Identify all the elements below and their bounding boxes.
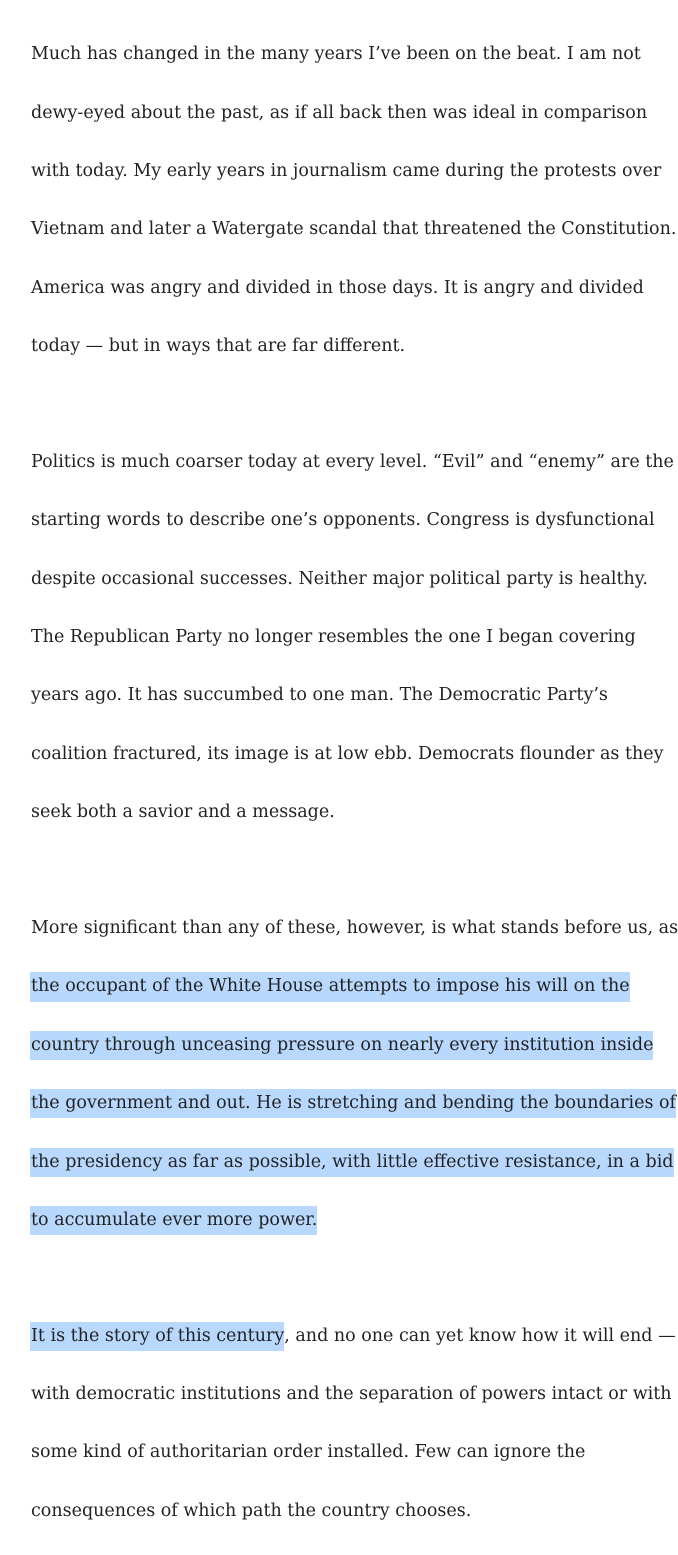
text-line: Politics is much coarser today at every level. “Evil” and “enemy” are the <box>31 451 674 472</box>
text-line: coalition fractured, its image is at low ebb. Democrats flounder as they <box>31 743 664 764</box>
selected-text-line[interactable] <box>31 1031 654 1060</box>
text-selection-highlight: the government and out. He is stretching and bending the boundaries of <box>30 1089 676 1118</box>
text-line: More significant than any of these, however, is what stands before us, as <box>31 917 678 938</box>
selected-text-line[interactable] <box>31 1206 631 1235</box>
text-line: starting words to describe one’s opponents. Congress is dysfunctional <box>31 510 655 531</box>
selected-text-line[interactable] <box>31 1089 677 1118</box>
paragraph-2[interactable] <box>31 419 674 857</box>
text-line: seek both a savior and a message. <box>31 802 335 823</box>
text-line: America was angry and divided in those days. It is angry and divided <box>31 277 644 298</box>
text-line: some kind of authoritarian order installed. Few can ignore the <box>31 1442 586 1463</box>
text-selection-highlight: to accumulate ever more power. <box>30 1206 317 1235</box>
paragraph-4[interactable] <box>31 1292 676 1555</box>
text-line: today — but in ways that are far different. <box>31 336 406 357</box>
paragraph-1[interactable] <box>31 11 677 391</box>
text-line: years ago. It has succumbed to one man. The Democratic Party’s <box>31 685 608 706</box>
text-selection-highlight: country through unceasing pressure on nearly every institution inside <box>30 1031 653 1060</box>
text-line: with democratic institutions and the separation of powers intact or with <box>31 1383 672 1404</box>
text-line: consequences of which path the country chooses. <box>31 1500 472 1521</box>
paragraph-3[interactable] <box>31 885 678 1265</box>
text-line <box>31 1322 676 1351</box>
selected-text-line[interactable] <box>31 1148 674 1177</box>
text-selection-highlight: the presidency as far as possible, with little effective resistance, in a bid <box>30 1148 674 1177</box>
text-line-rest: , and no one can yet know how it will end — <box>284 1325 676 1346</box>
selected-text-line[interactable] <box>31 972 631 1001</box>
text-selection-highlight: It is the story of this century <box>30 1322 284 1351</box>
text-line: Vietnam and later a Watergate scandal that threatened the Constitution. <box>31 219 677 240</box>
text-line: Much has changed in the many years I’ve been on the beat. I am not <box>31 44 641 65</box>
text-line: The Republican Party no longer resembles the one I began covering <box>31 627 636 648</box>
text-line: despite occasional successes. Neither major political party is healthy. <box>31 568 648 589</box>
text-line: dewy-eyed about the past, as if all back then was ideal in comparison <box>31 102 648 123</box>
text-selection-highlight: the occupant of the White House attempts to impose his will on the <box>30 972 630 1001</box>
text-line: with today. My early years in journalism came during the protests over <box>31 161 662 182</box>
